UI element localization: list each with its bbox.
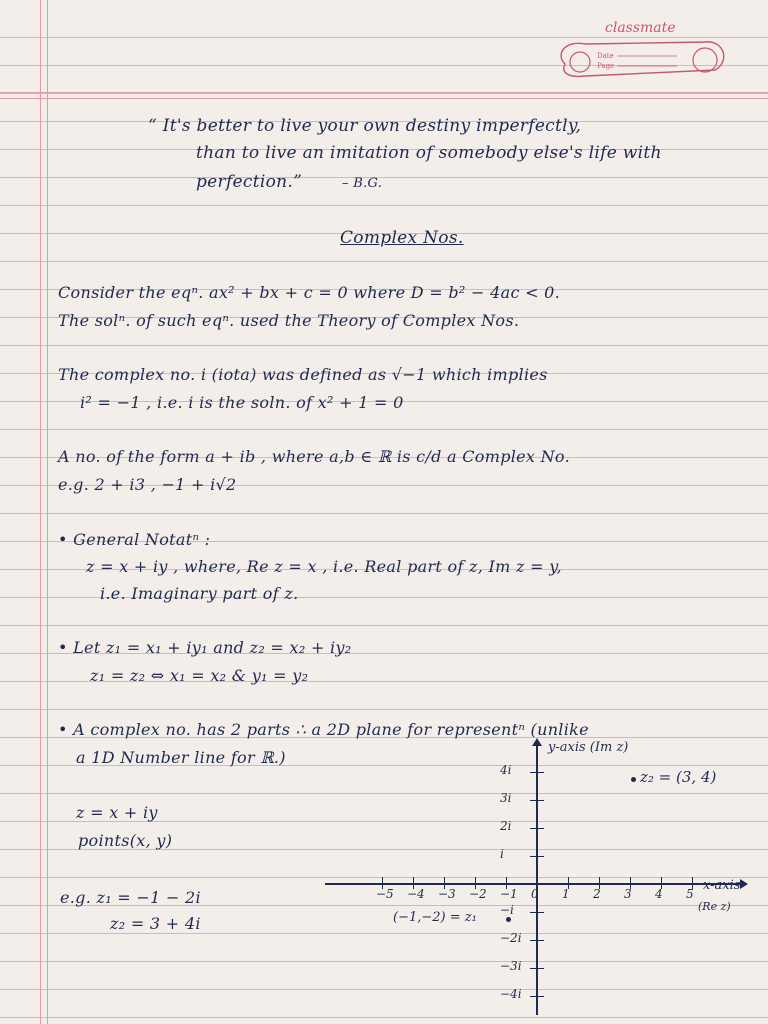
brand-ribbon-icon — [555, 32, 730, 92]
point-z2-label: z₂ = (3, 4) — [640, 768, 717, 786]
margin-line-left-2 — [47, 0, 48, 1024]
y-tick-mark — [530, 912, 544, 913]
text-line-1: Consider the eqⁿ. ax² + bx + c = 0 where D = b² − 4ac < 0. — [58, 283, 561, 302]
text-line-7: • General Notatⁿ : — [58, 530, 211, 549]
y-tick-mark — [530, 772, 544, 773]
y-tick-label: 4i — [500, 763, 512, 777]
x-axis-label: x-axis — [703, 878, 741, 893]
header-line-2 — [0, 98, 768, 99]
x-tick-label: −3 — [438, 887, 456, 901]
text-line-11: z₁ = z₂ ⇔ x₁ = x₂ & y₁ = y₂ — [90, 666, 309, 685]
text-line-6: e.g. 2 + i3 , −1 + i√2 — [58, 475, 237, 494]
y-tick-label: −2i — [500, 931, 522, 945]
text-line-3: The complex no. i (iota) was defined as √−1 which implies — [58, 365, 548, 384]
y-tick-label: 2i — [500, 819, 512, 833]
x-tick-label: 1 — [562, 887, 570, 901]
x-tick-label: 5 — [686, 887, 694, 901]
text-line-17: z₂ = 3 + 4i — [110, 914, 201, 933]
x-tick-label: 4 — [655, 887, 663, 901]
y-tick-mark — [530, 828, 544, 829]
quote-line-3: perfection.” — [196, 172, 303, 192]
point-z2-dot — [631, 777, 636, 782]
text-line-16: e.g. z₁ = −1 − 2i — [60, 888, 201, 907]
text-line-15: points(x, y) — [78, 831, 173, 850]
y-tick-mark — [530, 856, 544, 857]
x-tick-label: −1 — [500, 887, 518, 901]
margin-line-left — [40, 0, 41, 1024]
y-tick-mark — [530, 940, 544, 941]
text-line-2: The solⁿ. of such eqⁿ. used the Theory of Complex Nos. — [58, 311, 520, 330]
point-z1-dot — [506, 917, 511, 922]
y-tick-label: −4i — [500, 987, 522, 1001]
quote-line-1: “ It's better to live your own destiny imperfectly, — [148, 116, 582, 136]
quote-line-2: than to live an imitation of somebody else's life with — [196, 143, 662, 163]
point-z1-label: (−1,−2) = z₁ — [393, 910, 477, 925]
y-tick-label: i — [500, 847, 504, 861]
x-tick-label: −4 — [407, 887, 425, 901]
y-tick-label: −3i — [500, 959, 522, 973]
text-line-9: i.e. Imaginary part of z. — [100, 584, 299, 603]
y-tick-mark — [530, 968, 544, 969]
text-line-13: a 1D Number line for ℝ.) — [76, 748, 286, 767]
y-tick-mark — [530, 996, 544, 997]
text-line-10: • Let z₁ = x₁ + iy₁ and z₂ = x₂ + iy₂ — [58, 638, 352, 657]
quote-author: – B.G. — [342, 176, 383, 191]
header-line — [0, 92, 768, 93]
y-axis-label: y-axis (Im z) — [548, 740, 629, 755]
text-line-8: z = x + iy , where, Re z = x , i.e. Real part of z, Im z = y, — [86, 557, 562, 576]
x-axis-line — [325, 883, 745, 885]
text-line-12: • A complex no. has 2 parts ∴ a 2D plane for representⁿ (unlike — [58, 720, 589, 739]
text-line-14: z = x + iy — [76, 803, 158, 822]
classmate-logo-box — [555, 20, 730, 90]
page-label: Page — [597, 62, 615, 70]
x-tick-label: −5 — [376, 887, 394, 901]
y-axis-arrow-icon — [532, 738, 542, 746]
text-line-4: i² = −1 , i.e. i is the soln. of x² + 1 = 0 — [80, 393, 404, 412]
y-tick-label: 3i — [500, 791, 512, 805]
page-title: Complex Nos. — [340, 228, 464, 248]
x-tick-label: 0 — [531, 887, 539, 901]
date-label: Date — [597, 52, 614, 60]
x-tick-label: 3 — [624, 887, 632, 901]
brand-name: classmate — [605, 20, 676, 36]
x-tick-label: 2 — [593, 887, 601, 901]
x-axis-arrow-icon — [740, 879, 748, 889]
x-tick-label: −2 — [469, 887, 487, 901]
x-axis-sublabel: (Re z) — [698, 900, 731, 913]
text-line-5: A no. of the form a + ib , where a,b ∈ ℝ is c/d a Complex No. — [58, 447, 570, 466]
y-tick-label: −i — [500, 903, 514, 917]
y-tick-mark — [530, 800, 544, 801]
